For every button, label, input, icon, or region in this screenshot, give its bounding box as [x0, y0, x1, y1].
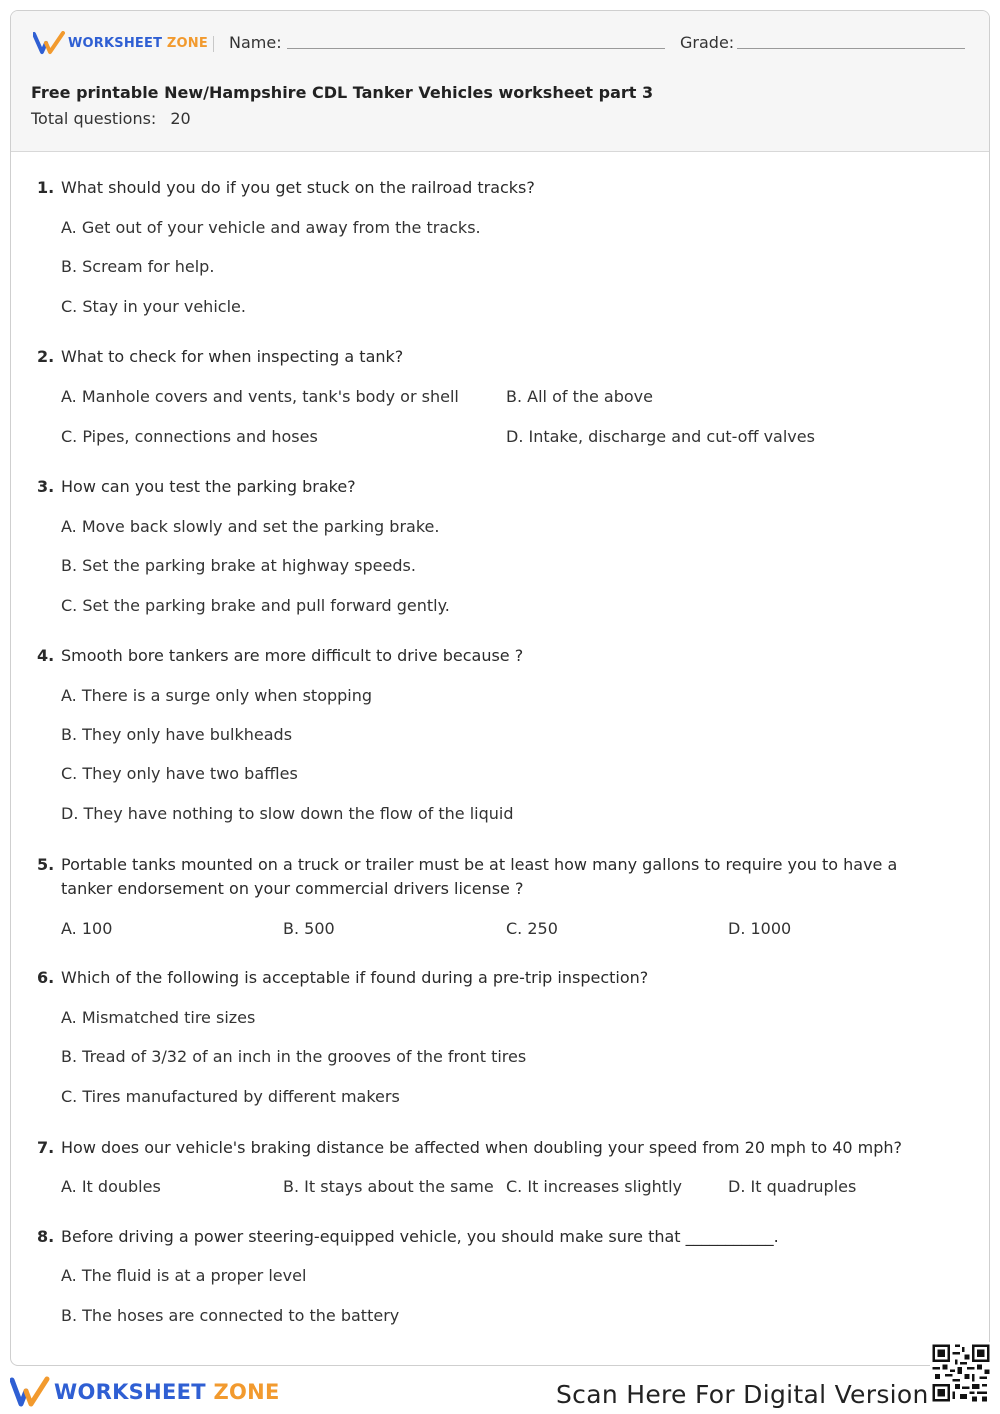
question-number: 5. — [37, 855, 55, 874]
answer-option[interactable]: A. Manhole covers and vents, tank's body or shell — [61, 387, 459, 406]
question-number: 2. — [37, 347, 55, 366]
question-number: 1. — [37, 178, 55, 197]
name-label: Name: — [229, 33, 282, 52]
answer-option[interactable]: B. Tread of 3/32 of an inch in the grooves of the front tires — [61, 1047, 527, 1066]
question-text: How can you test the parking brake? — [61, 477, 356, 496]
grade-field-line[interactable] — [737, 48, 965, 49]
question-number: 7. — [37, 1138, 55, 1157]
worksheet-zone-logo-icon — [10, 1376, 50, 1408]
worksheet-header — [11, 11, 989, 152]
answer-option[interactable]: A. Get out of your vehicle and away from the tracks. — [61, 218, 481, 237]
answer-option[interactable]: B. They only have bulkheads — [61, 725, 293, 744]
question-number: 6. — [37, 968, 55, 987]
total-questions-value: 20 — [170, 109, 191, 128]
answer-option[interactable]: C. Pipes, connections and hoses — [61, 427, 318, 446]
qr-code-icon[interactable] — [930, 1342, 992, 1404]
answer-option[interactable]: B. 500 — [283, 919, 335, 938]
answer-option[interactable]: B. All of the above — [506, 387, 653, 406]
answer-option[interactable]: A. 100 — [61, 919, 113, 938]
question-text: Portable tanks mounted on a truck or trailer must be at least how many gallons to require you to have a tanker endorsement on your commercial drivers license ? — [61, 855, 898, 898]
name-field-line[interactable] — [287, 48, 665, 49]
question-text: Smooth bore tankers are more difficult to drive because ? — [61, 646, 524, 665]
question-text: What should you do if you get stuck on the railroad tracks? — [61, 178, 535, 197]
answer-option[interactable]: C. Stay in your vehicle. — [61, 297, 246, 316]
answer-option[interactable]: A. There is a surge only when stopping — [61, 686, 373, 705]
answer-option[interactable]: D. 1000 — [728, 919, 792, 938]
footer-logo — [10, 1376, 280, 1408]
worksheet-sheet — [10, 10, 990, 1366]
footer-brand-text: WORKSHEET ZONE — [54, 1380, 280, 1404]
grade-label: Grade: — [680, 33, 735, 52]
answer-option[interactable]: C. It increases slightly — [506, 1177, 682, 1196]
answer-option[interactable]: D. It quadruples — [728, 1177, 857, 1196]
answer-option[interactable]: B. Scream for help. — [61, 257, 215, 276]
answer-option[interactable]: B. It stays about the same — [283, 1177, 494, 1196]
answer-option[interactable]: B. The hoses are connected to the battery — [61, 1306, 400, 1325]
total-questions-label: Total questions: — [31, 109, 157, 128]
answer-option[interactable]: A. The fluid is at a proper level — [61, 1266, 307, 1285]
header-divider — [213, 36, 214, 52]
header-logo — [33, 31, 208, 55]
scan-text: Scan Here For Digital Version — [556, 1380, 929, 1409]
question-number: 3. — [37, 477, 55, 496]
answer-option[interactable]: D. They have nothing to slow down the flow of the liquid — [61, 804, 514, 823]
header-brand-text: WORKSHEET ZONE — [68, 35, 208, 51]
answer-option[interactable]: C. Tires manufactured by different makers — [61, 1087, 400, 1106]
worksheet-title: Free printable New/Hampshire CDL Tanker Vehicles worksheet part 3 — [31, 83, 654, 102]
worksheet-zone-logo-icon — [33, 31, 65, 55]
answer-option[interactable]: A. Move back slowly and set the parking brake. — [61, 517, 440, 536]
total-questions — [31, 109, 191, 128]
question-text: Before driving a power steering-equipped vehicle, you should make sure that ___________. — [61, 1227, 779, 1246]
worksheet-footer — [0, 1366, 1000, 1414]
question-number: 8. — [37, 1227, 55, 1246]
answer-option[interactable]: D. Intake, discharge and cut-off valves — [506, 427, 815, 446]
answer-option[interactable]: B. Set the parking brake at highway speeds. — [61, 556, 416, 575]
answer-option[interactable]: C. Set the parking brake and pull forward gently. — [61, 596, 450, 615]
answer-option[interactable]: C. 250 — [506, 919, 558, 938]
question-text: How does our vehicle's braking distance be affected when doubling your speed from 20 mph to 40 mph? — [61, 1138, 903, 1157]
answer-option[interactable]: A. It doubles — [61, 1177, 161, 1196]
question-text: Which of the following is acceptable if found during a pre-trip inspection? — [61, 968, 649, 987]
question-text: What to check for when inspecting a tank? — [61, 347, 404, 366]
question-number: 4. — [37, 646, 55, 665]
answer-option[interactable]: A. Mismatched tire sizes — [61, 1008, 256, 1027]
answer-option[interactable]: C. They only have two baffles — [61, 764, 298, 783]
